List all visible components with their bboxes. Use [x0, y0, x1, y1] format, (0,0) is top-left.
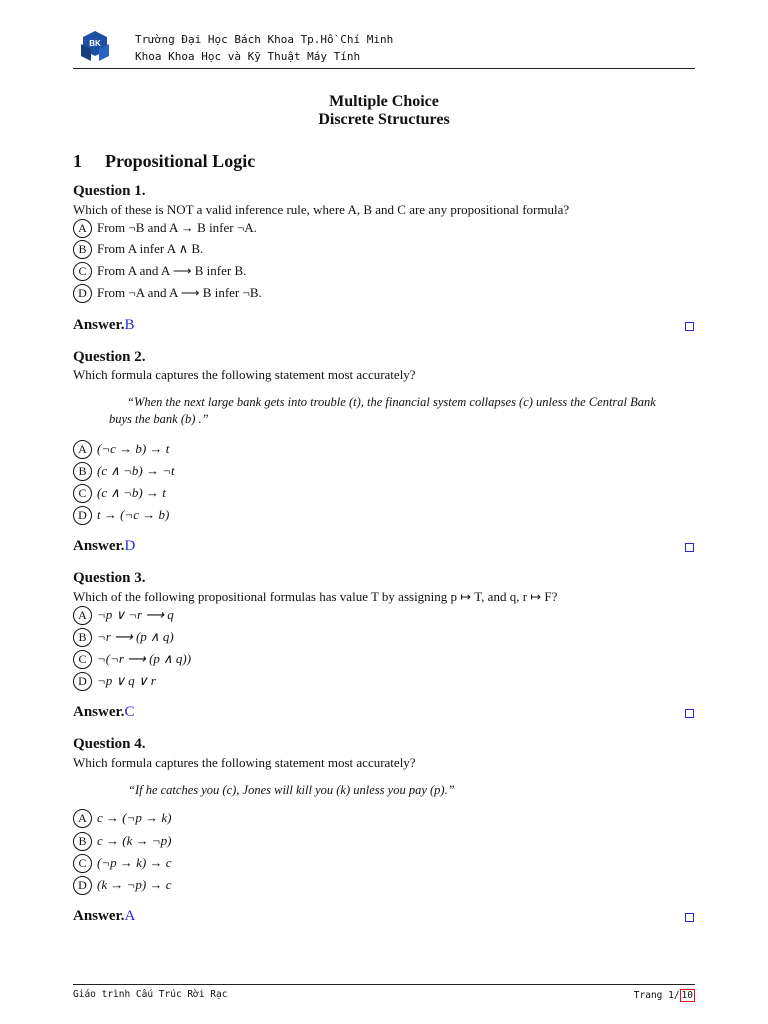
option-letter: C	[73, 854, 92, 873]
question-2-option-a[interactable]	[73, 439, 169, 459]
option-text: (c ∧ ¬b) → ¬t	[97, 463, 175, 478]
question-3-option-d[interactable]	[73, 671, 156, 691]
option-text: From A infer A ∧ B.	[97, 241, 204, 256]
qed-square-icon	[685, 709, 694, 718]
university-logo	[73, 30, 117, 64]
answer-value: C	[124, 704, 135, 720]
section-number: 1	[73, 151, 82, 171]
question-3-answer	[73, 704, 135, 721]
question-4-option-b[interactable]	[73, 831, 171, 851]
option-letter: B	[73, 240, 92, 259]
option-text: c → (k → ¬p)	[97, 833, 172, 848]
option-text: From A and A ⟶ B infer B.	[97, 263, 247, 278]
logo-text: BK	[89, 39, 101, 48]
question-3-option-b[interactable]	[73, 627, 174, 647]
option-letter: D	[73, 284, 92, 303]
option-text: (c ∧ ¬b) → t	[97, 485, 166, 500]
option-text: t → (¬c → b)	[97, 507, 170, 522]
answer-value: A	[124, 908, 136, 924]
option-text: ¬(¬r ⟶ (p ∧ q))	[97, 651, 192, 666]
total-pages-link[interactable]: 10	[681, 990, 693, 1001]
option-text: (¬p → k) → c	[97, 855, 172, 870]
page-number	[634, 989, 695, 1002]
page-footer	[73, 984, 695, 1001]
section-title: Propositional Logic	[105, 151, 256, 171]
option-letter: B	[73, 628, 92, 647]
answer-label: Answer.	[73, 538, 125, 554]
question-4-answer	[73, 908, 135, 925]
question-3-title: Question 3.	[73, 570, 146, 586]
qed-square-icon	[685, 913, 694, 922]
question-3-option-c[interactable]	[73, 649, 191, 669]
question-1-option-c[interactable]	[73, 261, 246, 281]
option-text: (¬c → b) → t	[97, 441, 170, 456]
answer-value: D	[124, 538, 136, 554]
question-1-option-a[interactable]	[73, 218, 257, 238]
question-2-option-d[interactable]	[73, 505, 169, 525]
question-3-text: Which of the following propositional formulas has value T by assigning p ↦ T, and q, r ↦ F?	[73, 589, 558, 604]
option-letter: D	[73, 876, 92, 895]
option-letter: C	[73, 484, 92, 503]
question-4-text: Which formula captures the following statement most accurately?	[73, 755, 416, 770]
section-heading	[73, 151, 255, 172]
course-name: Giáo trình Cấu Trúc Rời Rạc	[73, 989, 228, 1000]
option-letter: D	[73, 506, 92, 525]
option-letter: A	[73, 809, 92, 828]
page-label: Trang 1/	[633, 990, 680, 1001]
page-header	[73, 30, 695, 69]
question-3-option-a[interactable]	[73, 605, 174, 625]
answer-label: Answer.	[73, 908, 125, 924]
question-4-title: Question 4.	[73, 736, 146, 752]
faculty-name: Khoa Khoa Học và Kỹ Thuật Máy Tính	[135, 50, 361, 63]
option-letter: A	[73, 606, 92, 625]
option-text: ¬r ⟶ (p ∧ q)	[97, 629, 174, 644]
title-line-1: Multiple Choice	[329, 93, 439, 110]
option-text: ¬p ∨ q ∨ r	[97, 673, 156, 688]
question-1-text: Which of these is NOT a valid inference rule, where A, B and C are any propositional formula?	[73, 202, 570, 217]
question-2-text: Which formula captures the following statement most accurately?	[73, 367, 416, 382]
question-4-option-a[interactable]	[73, 808, 171, 828]
option-letter: B	[73, 462, 92, 481]
question-4-option-c[interactable]	[73, 853, 171, 873]
question-2-option-b[interactable]	[73, 461, 175, 481]
option-text: From ¬A and A ⟶ B infer ¬B.	[97, 285, 262, 300]
option-letter: A	[73, 440, 92, 459]
answer-label: Answer.	[73, 704, 125, 720]
answer-value: B	[124, 317, 135, 333]
question-1-option-d[interactable]	[73, 283, 262, 303]
institution-name: Trường Đại Học Bách Khoa Tp.Hồ Chí Minh	[135, 33, 394, 46]
qed-square-icon	[685, 322, 694, 331]
option-text: (k → ¬p) → c	[97, 877, 172, 892]
question-1-option-b[interactable]	[73, 239, 203, 259]
question-2-answer	[73, 538, 135, 555]
option-text: ¬p ∨ ¬r ⟶ q	[97, 607, 174, 622]
question-1-answer	[73, 317, 135, 334]
qed-square-icon	[685, 543, 694, 552]
option-letter: C	[73, 650, 92, 669]
question-1-title: Question 1.	[73, 183, 146, 199]
option-letter: B	[73, 832, 92, 851]
option-text: From ¬B and A → B infer ¬A.	[97, 220, 257, 235]
document-title	[0, 93, 768, 129]
answer-label: Answer.	[73, 317, 125, 333]
option-letter: A	[73, 219, 92, 238]
header-text	[135, 31, 393, 65]
question-4-quote: “If he catches you (c), Jones will kill you (k) unless you pay (p).”	[128, 783, 455, 797]
option-letter: D	[73, 672, 92, 691]
question-2-title: Question 2.	[73, 349, 146, 365]
question-2-option-c[interactable]	[73, 483, 166, 503]
title-line-2: Discrete Structures	[318, 111, 450, 128]
option-text: c → (¬p → k)	[97, 810, 172, 825]
question-4-option-d[interactable]	[73, 875, 171, 895]
option-letter: C	[73, 262, 92, 281]
question-2-quote: “When the next large bank gets into trouble (t), the financial system collapses (c) unless the Central Bank buys the bank (b) .”	[109, 395, 656, 426]
